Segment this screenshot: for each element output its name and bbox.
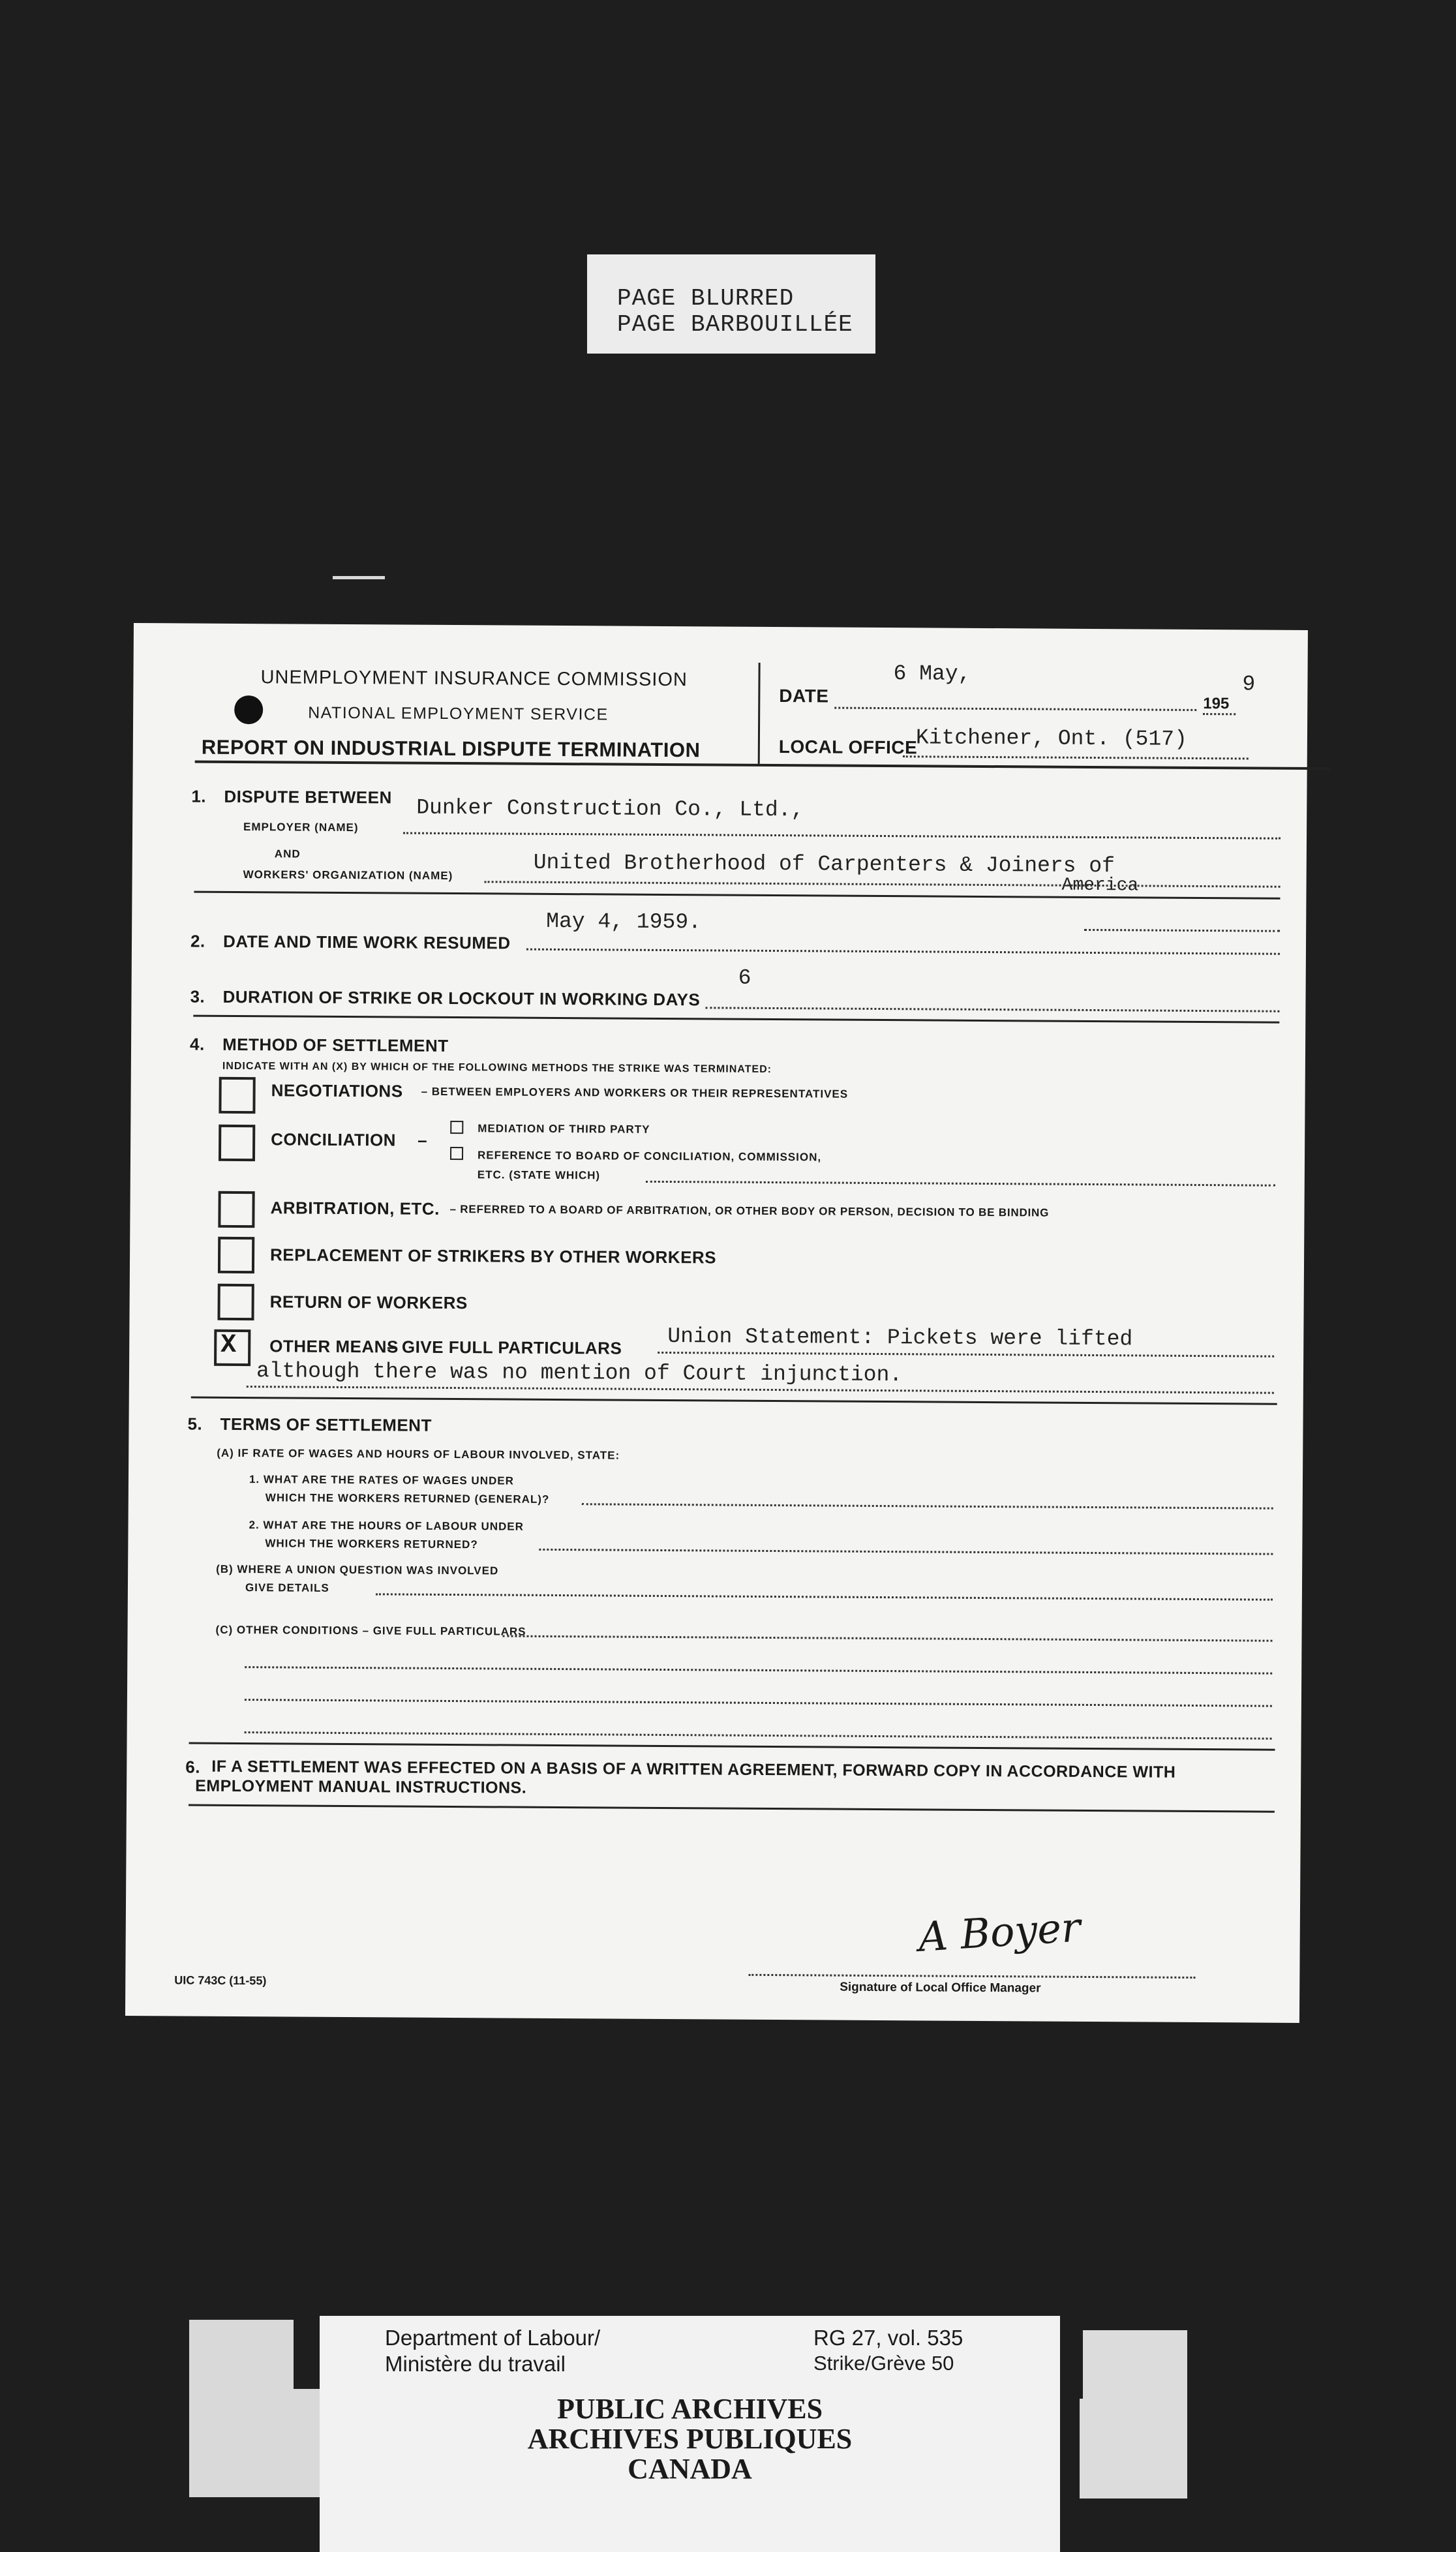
mediation-label: MEDIATION OF THIRD PARTY	[478, 1122, 650, 1136]
s5-a2b: WHICH THE WORKERS RETURNED?	[265, 1537, 478, 1551]
s5-a: (A) IF RATE OF WAGES AND HOURS OF LABOUR INVOLVED, STATE:	[217, 1446, 620, 1462]
archive-notch-left	[294, 2317, 320, 2389]
commission-name: UNEMPLOYMENT INSURANCE COMMISSION	[260, 667, 688, 691]
archives-block	[320, 2394, 1060, 2484]
s5-number: 5.	[187, 1414, 203, 1434]
header-divider	[758, 663, 761, 764]
form-code: UIC 743C (11-55)	[174, 1973, 267, 1988]
arbitration-desc: – REFERRED TO A BOARD OF ARBITRATION, OR OTHER BODY OR PERSON, DECISION TO BE BINDING	[449, 1202, 1050, 1219]
s2-number: 2.	[190, 931, 205, 951]
rg-reference: RG 27, vol. 535	[813, 2326, 963, 2350]
archive-label	[320, 2316, 1060, 2552]
other-means-value-2: although there was no mention of Court injunction.	[256, 1359, 903, 1388]
year-suffix: 9	[1242, 672, 1256, 697]
conciliation-label: CONCILIATION	[271, 1129, 397, 1150]
other-means-label: OTHER MEANS	[269, 1336, 399, 1357]
employer-value: Dunker Construction Co., Ltd.,	[416, 795, 804, 823]
public-archives: PUBLIC ARCHIVES	[556, 2393, 823, 2425]
other-means-value: Union Statement: Pickets were lifted	[667, 1324, 1133, 1352]
s4-title: METHOD OF SETTLEMENT	[222, 1034, 449, 1056]
date-label: DATE	[779, 686, 829, 706]
dispute-termination-form	[125, 623, 1308, 2023]
stamp-line-1: PAGE BLURRED	[617, 285, 795, 312]
mediation-checkbox[interactable]	[450, 1121, 463, 1134]
s4-instruction: INDICATE WITH AN (X) BY WHICH OF THE FOLLOWING METHODS THE STRIKE WAS TERMINATED:	[222, 1060, 772, 1075]
year-prefix: 195	[1203, 695, 1230, 713]
local-office-label: LOCAL OFFICE	[778, 737, 918, 758]
conciliation-dash: –	[417, 1130, 428, 1150]
negotiations-label: NEGOTIATIONS	[271, 1080, 403, 1101]
s3-label: DURATION OF STRIKE OR LOCKOUT IN WORKING DAYS	[222, 986, 701, 1010]
s2-label: DATE AND TIME WORK RESUMED	[222, 931, 511, 953]
s3-number: 3.	[190, 986, 205, 1007]
signature-label: Signature of Local Office Manager	[840, 1980, 1041, 1996]
other-means-checkbox[interactable]	[214, 1329, 250, 1366]
employer-label: EMPLOYER (NAME)	[243, 821, 359, 834]
workers-org-value-2: America	[1061, 875, 1139, 896]
s5-b: (B) WHERE A UNION QUESTION WAS INVOLVED	[216, 1562, 499, 1577]
replacement-checkbox[interactable]	[218, 1237, 254, 1273]
local-office-value: Kitchener, Ont. (517)	[915, 725, 1187, 752]
s5-a1: 1. WHAT ARE THE RATES OF WAGES UNDER	[249, 1473, 514, 1487]
reference-label-2: ETC. (STATE WHICH)	[477, 1168, 601, 1182]
film-mark	[333, 576, 385, 579]
s6-text-2: EMPLOYMENT MANUAL INSTRUCTIONS.	[195, 1776, 527, 1797]
reference-checkbox[interactable]	[450, 1147, 463, 1160]
s5-title: TERMS OF SETTLEMENT	[220, 1414, 432, 1435]
negotiations-desc: – BETWEEN EMPLOYERS AND WORKERS OR THEIR REPRESENTATIVES	[421, 1085, 849, 1101]
s1-number: 1.	[191, 786, 207, 806]
workers-org-value: United Brotherhood of Carpenters & Joiners of	[533, 850, 1115, 879]
s5-a2: 2. WHAT ARE THE HOURS OF LABOUR UNDER	[249, 1519, 524, 1533]
form-title: REPORT ON INDUSTRIAL DISPUTE TERMINATION	[201, 735, 701, 762]
archive-notch-right	[1060, 2317, 1083, 2399]
duration-value: 6	[738, 965, 751, 990]
date-value: 6 May,	[893, 661, 971, 686]
header-rule	[195, 761, 1330, 770]
archive-right-strip	[1080, 2330, 1187, 2499]
stamp-line-2: PAGE BARBOUILLÉE	[617, 311, 853, 338]
other-means-desc: – GIVE FULL PARTICULARS	[387, 1337, 622, 1358]
s6-text: IF A SETTLEMENT WAS EFFECTED ON A BASIS OF A WRITTEN AGREEMENT, FORWARD COPY IN ACCORDANCE WITH	[211, 1757, 1176, 1782]
return-of-workers-label: RETURN OF WORKERS	[269, 1292, 468, 1313]
s5-c: (C) OTHER CONDITIONS – GIVE FULL PARTICULARS	[215, 1623, 526, 1638]
negotiations-checkbox[interactable]	[219, 1077, 255, 1114]
arbitration-label: ARBITRATION, ETC.	[270, 1198, 440, 1219]
s4-number: 4.	[189, 1034, 205, 1054]
strike-reference: Strike/Grève 50	[813, 2352, 954, 2375]
punch-hole	[234, 695, 263, 724]
s5-a1b: WHICH THE WORKERS RETURNED (GENERAL)?	[265, 1491, 550, 1506]
page-blurred-stamp	[587, 254, 875, 354]
service-name: NATIONAL EMPLOYMENT SERVICE	[308, 703, 609, 724]
ministere-name: Ministère du travail	[385, 2352, 566, 2376]
conciliation-checkbox[interactable]	[219, 1125, 255, 1161]
reference-label: REFERENCE TO BOARD OF CONCILIATION, COMMISSION,	[477, 1149, 822, 1164]
s6-number: 6.	[185, 1757, 201, 1777]
s1-title: DISPUTE BETWEEN	[224, 786, 392, 808]
dept-name: Department of Labour/	[385, 2326, 601, 2350]
signature: A Boyer	[917, 1903, 1082, 1961]
canada: CANADA	[628, 2453, 752, 2485]
workers-org-label: WORKERS' ORGANIZATION (NAME)	[243, 868, 453, 882]
s5-b2: GIVE DETAILS	[245, 1581, 329, 1594]
replacement-label: REPLACEMENT OF STRIKERS BY OTHER WORKERS	[269, 1245, 717, 1268]
archives-publiques: ARCHIVES PUBLIQUES	[527, 2423, 853, 2455]
checked-x-mark: X	[220, 1330, 237, 1360]
arbitration-checkbox[interactable]	[218, 1191, 254, 1228]
and-label: AND	[274, 847, 301, 860]
return-of-workers-checkbox[interactable]	[217, 1284, 254, 1320]
work-resumed-value: May 4, 1959.	[546, 909, 701, 935]
